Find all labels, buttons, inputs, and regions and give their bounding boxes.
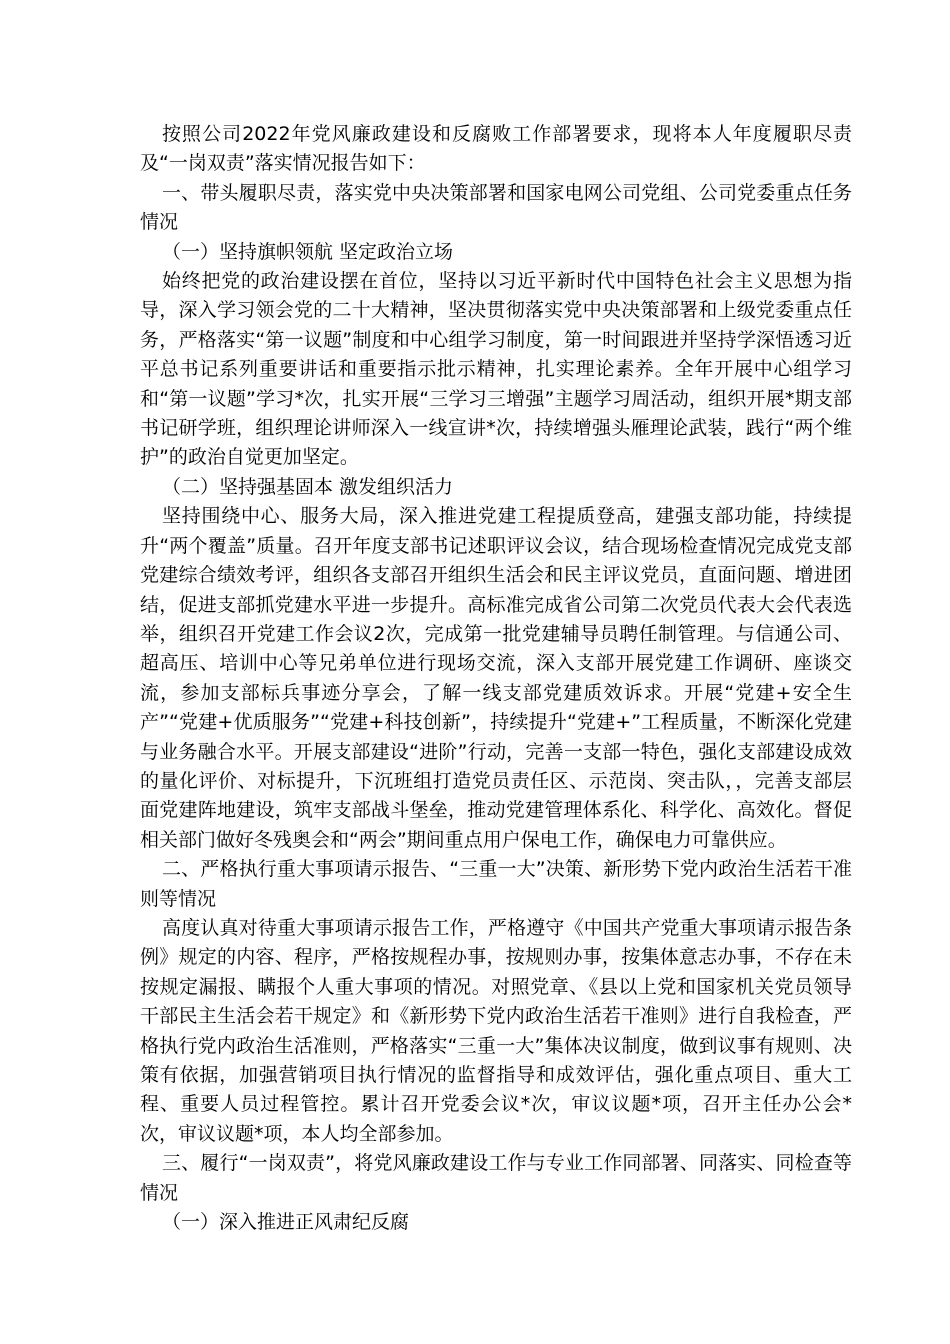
body-paragraph-1-1: 始终把党的政治建设摆在首位，坚持以习近平新时代中国特色社会主义思想为指导，深入学习领会党的二十大精神，坚决贯彻落实党中央决策部署和上级党委重点任务，严格落实“第一议题”制度和中心组学习制度，第一时间跟进并坚持学深悟透习近平总书记系列重要讲话和重要指示批示精神，扎实理论素养。全年开展中心组学习和“第一议题”学习*次，扎实开展“三学习三增强”主题学习周活动，组织开展*期支部书记研学班，组织理论讲师深入一线宣讲*次，持续增强头雁理论武装，践行“两个维护”的政治自觉更加坚定。 — [140, 270, 852, 469]
section-heading-1: 一、带头履职尽责，落实党中央决策部署和国家电网公司党组、公司党委重点任务情况 — [140, 181, 852, 234]
intro-paragraph: 按照公司2022年党风廉政建设和反腐败工作部署要求，现将本人年度履职尽责及“一岗双责”落实情况报告如下： — [140, 123, 852, 175]
subsection-heading-1-1: （一）坚持旗帜领航 坚定政治立场 — [162, 240, 454, 263]
section-heading-3: 三、履行“一岗双责”，将党风廉政建设工作与专业工作同部署、同落实、同检查等情况 — [140, 1152, 852, 1204]
subsection-heading-1-2: （二）坚持强基固本 激发组织活力 — [162, 475, 454, 498]
body-paragraph-1-2: 坚持围绕中心、服务大局，深入推进党建工程提质登高，建强支部功能，持续提升“两个覆盖”质量。召开年度支部书记述职评议会议，结合现场检查情况完成党支部党建综合绩效考评，组织各支部召开组织生活会和民主评议党员，直面问题、增进团结，促进支部抓党建水平进一步提升。高标准完成省公司第二次党员代表大会代表选举，组织召开党建工作会议2次，完成第一批党建辅导员聘任制管理。与信通公司、超高压、培训中心等兄弟单位进行现场交流，深入支部开展党建工作调研、座谈交流，参加支部标兵事迹分享会，了解一线支部党建质效诉求。开展“党建+安全生产”“党建+优质服务”“党建+科技创新”，持续提升“党建+”工程质量，不断深化党建与业务融合水平。开展支部建设“进阶”行动，完善一支部一特色，强化支部建设成效的量化评价、对标提升，下沉班组打造党员责任区、示范岗、突击队，，完善支部层面党建阵地建设，筑牢支部战斗堡垒，推动党建管理体系化、科学化、高效化。督促相关部门做好冬残奥会和“两会”期间重点用户保电工作，确保电力可靠供应。 — [140, 505, 852, 851]
section-heading-2: 二、严格执行重大事项请示报告、“三重一大”决策、新形势下党内政治生活若干准则等情况 — [140, 858, 852, 910]
document-page — [140, 120, 852, 1237]
subsection-heading-3-1: （一）深入推进正风肃纪反腐 — [162, 1211, 410, 1234]
body-paragraph-2: 高度认真对待重大事项请示报告工作，严格遵守《中国共产党重大事项请示报告条例》规定的内容、程序，严格按规程办事，按规则办事，按集体意志办事，不存在未按规定漏报、瞒报个人重大事项的情况。对照党章、《县以上党和国家机关党员领导干部民主生活会若干规定》和《新形势下党内政治生活若干准则》进行自我检查，严格执行党内政治生活准则，严格落实“三重一大”集体决议制度，做到议事有规则、决策有依据，加强营销项目执行情况的监督指导和成效评估，强化重点项目、重大工程、重要人员过程管控。累计召开党委会议*次，审议议题*项，召开主任办公会*次，审议议题*项，本人均全部参加。 — [140, 916, 852, 1145]
